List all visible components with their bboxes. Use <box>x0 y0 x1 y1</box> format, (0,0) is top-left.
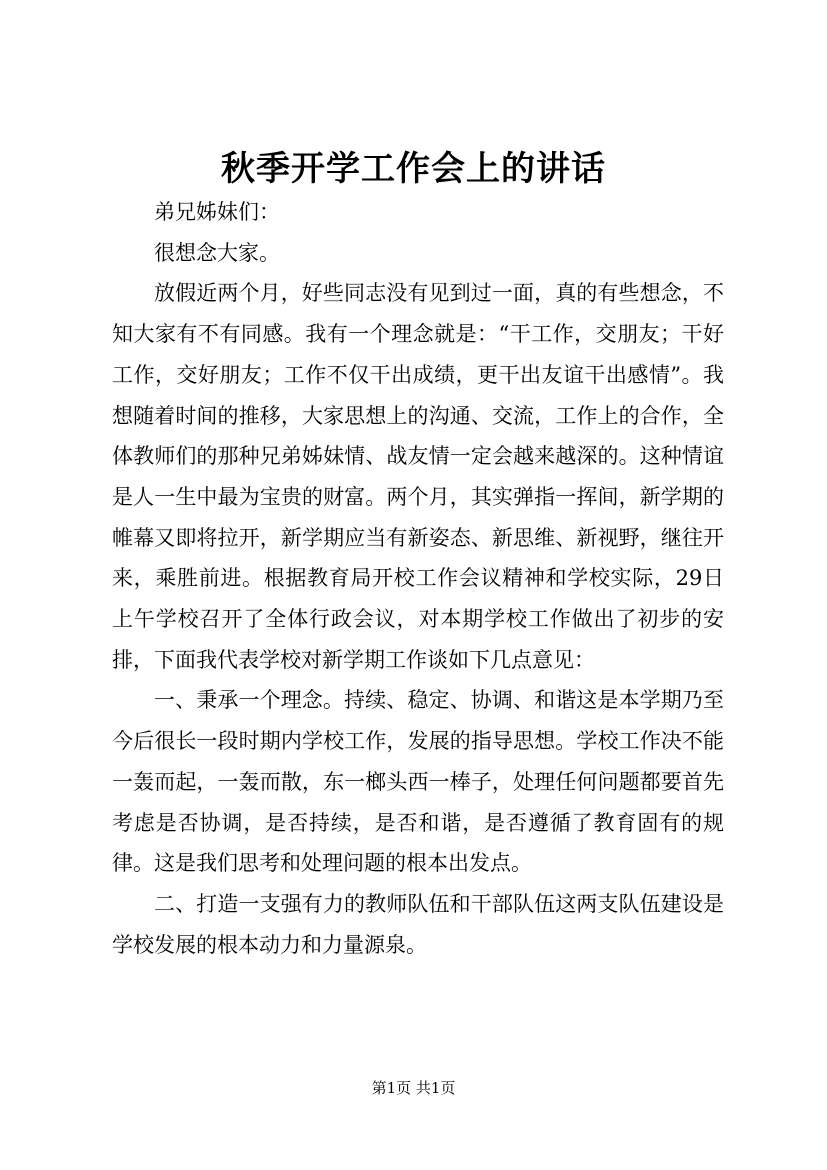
point-one-paragraph: 一、秉承一个理念。持续、稳定、协调、和谐这是本学期乃至今后很长一段时期内学校工作，发展的指导思想。学校工作决不能一轰而起，一轰而散，东一榔头西一棒子，处理任何问题都要首先考虑是否协调，是否持续，是否和谐，是否遵循了教育固有的规律。这是我们思考和处理问题的根本出发点。 <box>112 688 724 876</box>
page-number-footer: 第1页 共1页 <box>371 1079 456 1097</box>
point-two-paragraph: 二、打造一支强有力的教师队伍和干部队伍这两支队伍建设是学校发展的根本动力和力量源泉。 <box>112 891 724 957</box>
intro-paragraph: 放假近两个月，好些同志没有见到过一面，真的有些想念，不知大家有不有同感。我有一个理念就是：“干工作，交朋友；干好工作，交好朋友；工作不仅干出成绩，更干出友谊干出感情”。我想随着时间的推移，大家思想上的沟通、交流，工作上的合作，全体教师们的那种兄弟姊妹情、战友情一定会越来越深的。这种情谊是人一生中最为宝贵的财富。两个月，其实弹指一挥间，新学期的帷幕又即将拉开，新学期应当有新姿态、新思维、新视野，继往开来，乘胜前进。根据教育局开校工作会议精神和学校实际，29日上午学校召开了全体行政会议，对本期学校工作做出了初步的安排，下面我代表学校对新学期工作谈如下几点意见： <box>112 281 724 672</box>
greeting-paragraph: 很想念大家。 <box>154 240 280 265</box>
salutation-paragraph: 弟兄姊妹们： <box>154 200 280 224</box>
document-title: 秋季开学工作会上的讲话 <box>221 149 606 189</box>
document-body <box>112 192 724 965</box>
